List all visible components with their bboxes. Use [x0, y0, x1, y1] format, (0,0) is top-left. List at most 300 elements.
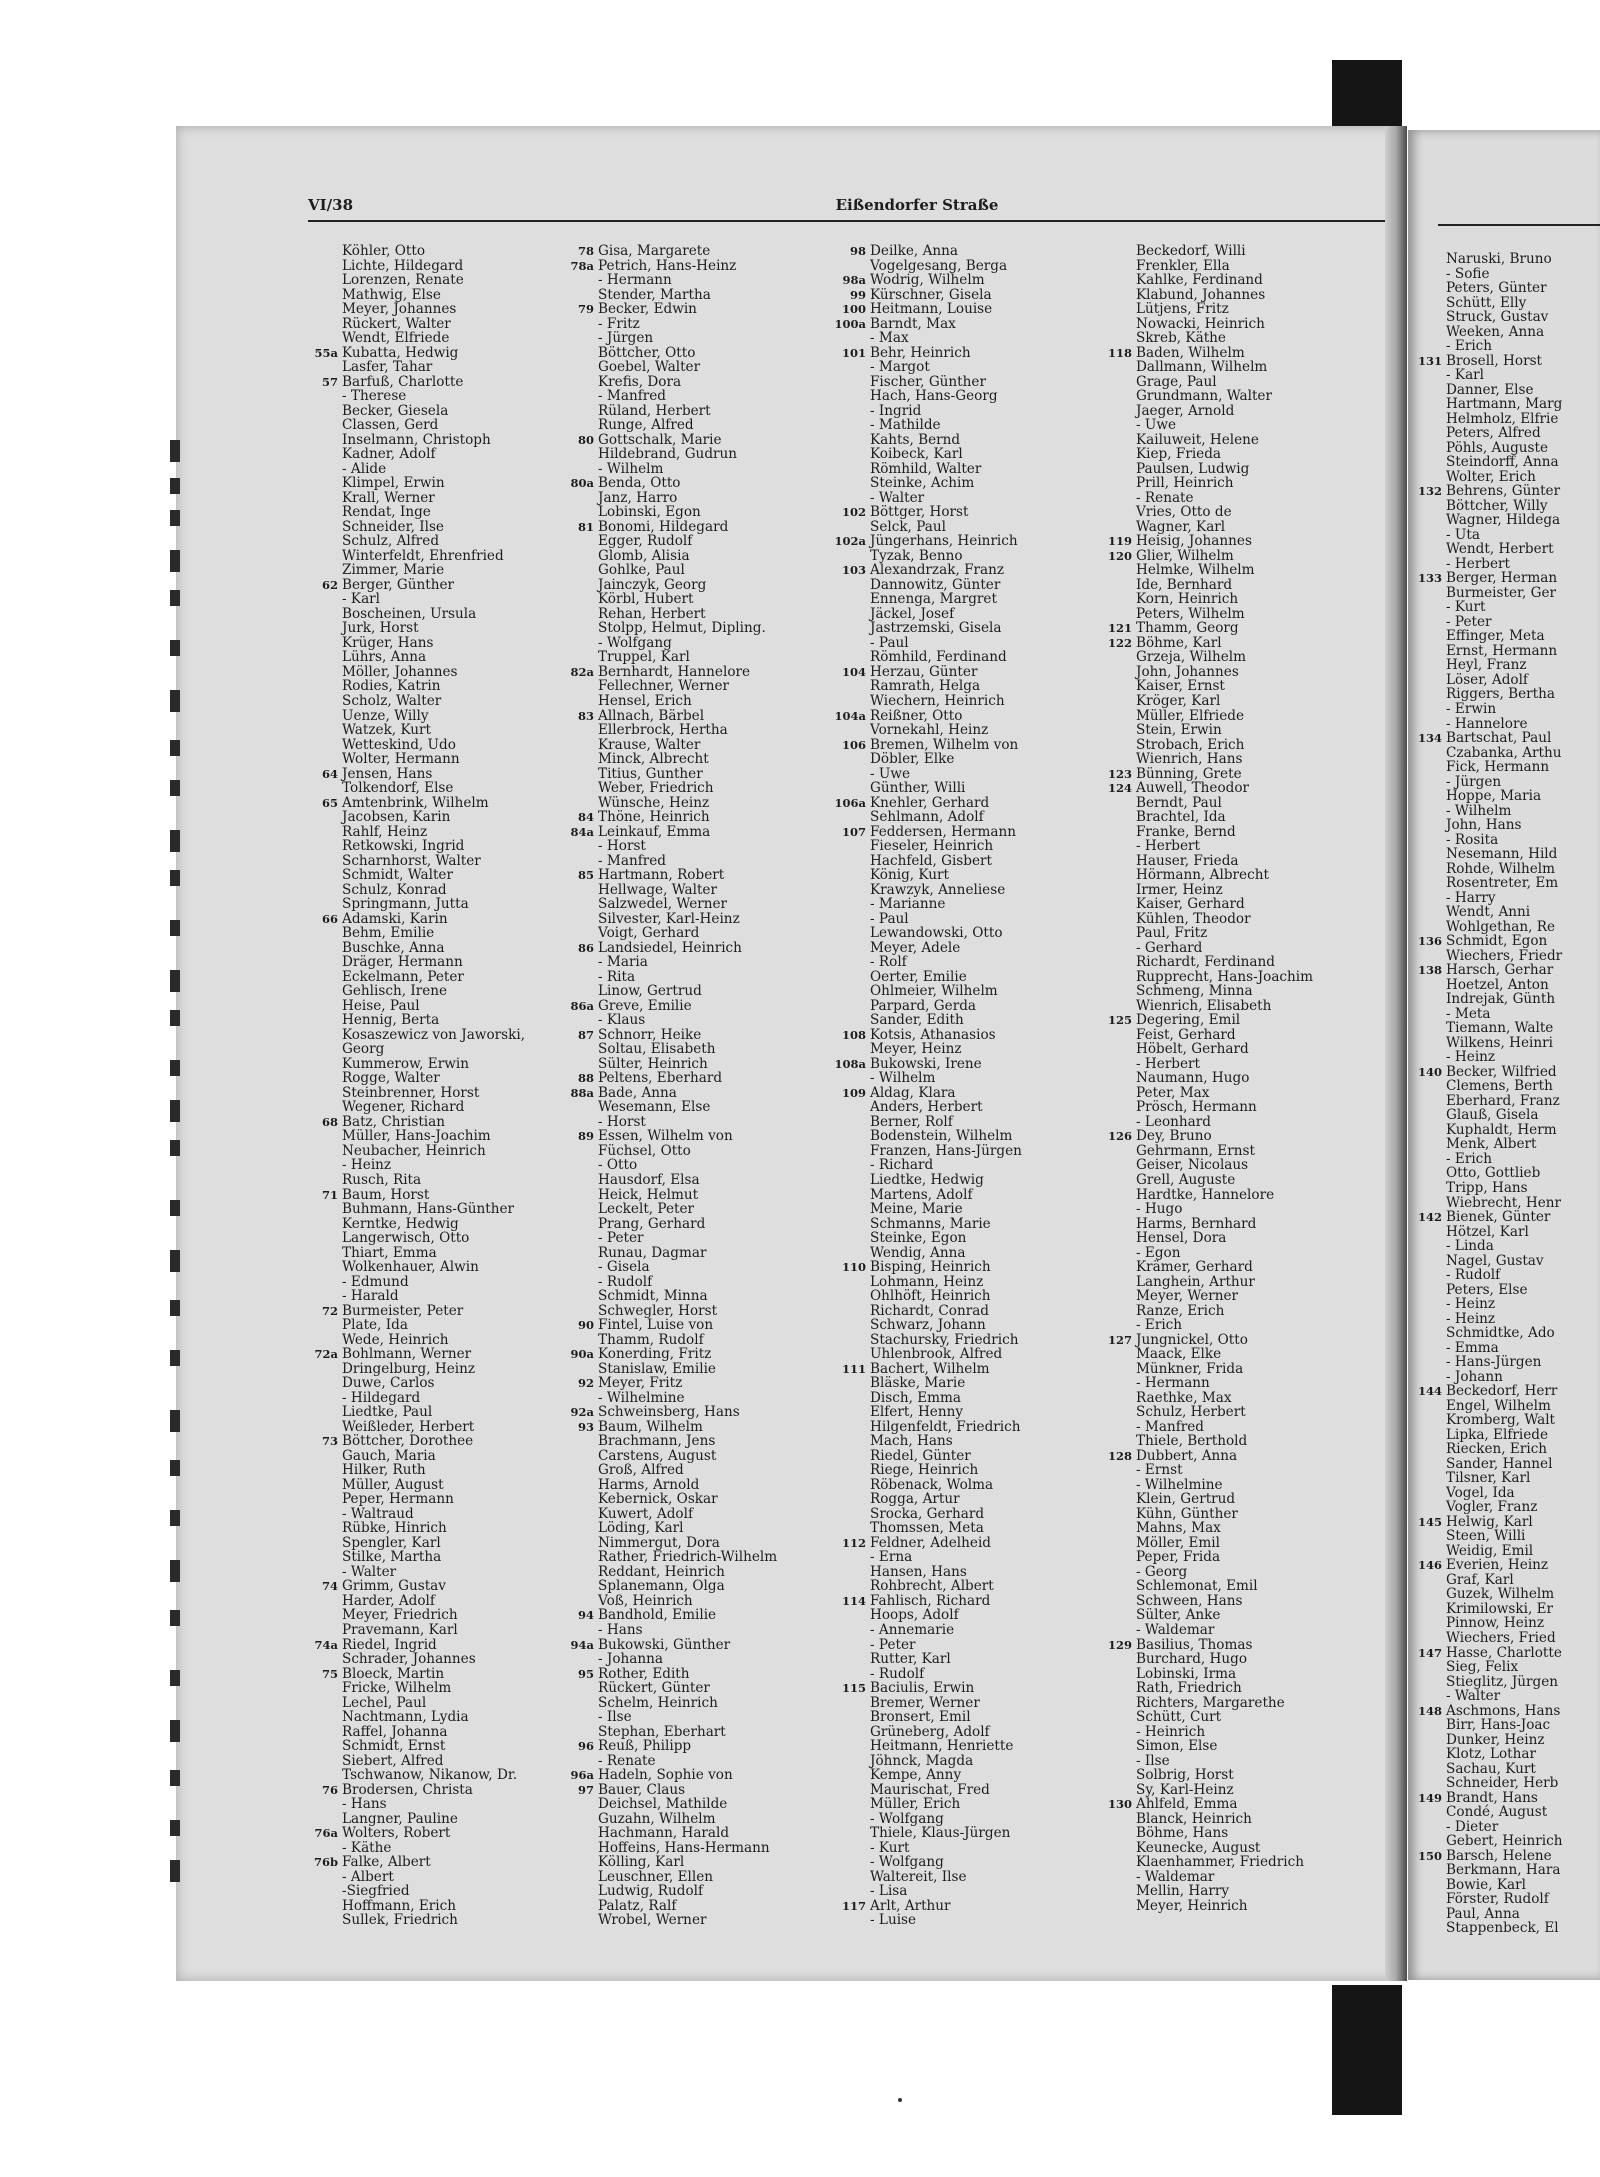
resident-name: Rutter, Karl — [870, 1651, 951, 1668]
resident-name: Becker, Wilfried — [1446, 1063, 1557, 1080]
resident-name: Peters, Günter — [1446, 280, 1547, 297]
resident-name: Becker, Edwin — [598, 301, 697, 318]
resident-name: Classen, Gerd — [342, 417, 439, 434]
resident-name: Vogel, Ida — [1446, 1484, 1515, 1501]
resident-name: Gauch, Maria — [342, 1447, 436, 1464]
resident-name: Römhild, Walter — [870, 460, 982, 477]
resident-name: Nachtmann, Lydia — [342, 1709, 469, 1726]
resident-name: Grundmann, Walter — [1136, 388, 1272, 405]
resident-name: Barndt, Max — [870, 315, 956, 332]
resident-name: Rogga, Artur — [870, 1491, 960, 1508]
resident-name: Mathwig, Else — [342, 286, 441, 303]
house-number: 124 — [1107, 781, 1132, 796]
resident-name: Pravemann, Karl — [342, 1621, 458, 1638]
resident-name: Ranze, Erich — [1136, 1302, 1225, 1319]
resident-name: - Max — [870, 330, 909, 347]
house-number: 72 — [321, 1303, 338, 1318]
resident-name: Feldner, Adelheid — [870, 1534, 991, 1551]
resident-name: - Walter — [342, 1563, 397, 1580]
house-number: 88 — [577, 1071, 594, 1086]
house-number: 133 — [1417, 571, 1442, 586]
resident-name: Ennenga, Margret — [870, 591, 997, 608]
resident-name: König, Kurt — [870, 867, 949, 884]
resident-name: Krause, Walter — [598, 736, 701, 753]
house-number: 86 — [577, 940, 594, 955]
resident-name: Brachmann, Jens — [598, 1433, 716, 1450]
resident-name: Bünning, Grete — [1136, 765, 1242, 782]
resident-name: Rahlf, Heinz — [342, 823, 428, 840]
resident-name: Peter, Max — [1136, 1084, 1210, 1101]
house-number: 65 — [321, 795, 338, 810]
house-number: 96 — [577, 1739, 594, 1754]
resident-name: - Therese — [342, 388, 407, 405]
resident-name: Böhme, Hans — [1136, 1825, 1229, 1842]
house-number: 150 — [1417, 1848, 1442, 1863]
resident-name: Kotsis, Athanasios — [870, 1026, 996, 1043]
resident-name: Geiser, Nicolaus — [1136, 1157, 1249, 1174]
resident-name: Fahlisch, Richard — [870, 1592, 991, 1609]
resident-name: Rehan, Herbert — [598, 605, 706, 622]
resident-name: Petrich, Hans-Heinz — [598, 257, 737, 274]
resident-name: Sy, Karl-Heinz — [1136, 1781, 1234, 1798]
house-number: 127 — [1107, 1332, 1132, 1347]
resident-name: Kölling, Karl — [598, 1854, 685, 1871]
resident-name: Riggers, Bertha — [1446, 686, 1556, 703]
resident-name: Dallmann, Wilhelm — [1136, 359, 1268, 376]
margin-mark — [170, 740, 180, 756]
house-number: 88a — [570, 1085, 594, 1100]
resident-name: Adamski, Karin — [342, 910, 448, 927]
resident-name: Duwe, Carlos — [342, 1375, 435, 1392]
margin-mark — [170, 1770, 180, 1786]
resident-name: Krefis, Dora — [598, 373, 682, 390]
resident-name: Graf, Karl — [1446, 1571, 1514, 1588]
house-number: 73 — [321, 1434, 338, 1449]
resident-name: Brachtel, Ida — [1136, 809, 1226, 826]
house-number: 102 — [841, 505, 866, 520]
house-number: 98 — [849, 244, 866, 258]
resident-name: Ohlhöft, Heinrich — [870, 1288, 991, 1305]
resident-name: Hilgenfeldt, Friedrich — [870, 1418, 1021, 1435]
resident-name: Kiep, Frieda — [1136, 446, 1222, 463]
resident-name: Römhild, Ferdinand — [870, 649, 1007, 666]
resident-name: Gebert, Heinrich — [1446, 1833, 1563, 1850]
resident-name: Grage, Paul — [1136, 373, 1217, 390]
house-number: 84a — [570, 824, 594, 839]
resident-name: Böttcher, Dorothee — [342, 1433, 474, 1450]
resident-name: Salzwedel, Werner — [598, 896, 728, 913]
resident-name: - Waldemar — [1136, 1621, 1215, 1638]
resident-name: - Margot — [870, 359, 930, 376]
resident-name: Gehlisch, Irene — [342, 983, 448, 1000]
resident-name: Hörmann, Albrecht — [1136, 867, 1269, 884]
resident-name: Reißner, Otto — [870, 707, 963, 724]
resident-name: Hildebrand, Gudrun — [598, 446, 738, 463]
house-number: 78 — [577, 244, 594, 258]
house-number: 134 — [1417, 731, 1442, 746]
resident-name: Rupprecht, Hans-Joachim — [1136, 968, 1314, 985]
house-number: 66 — [321, 911, 338, 926]
resident-name: Feist, Gerhard — [1136, 1026, 1236, 1043]
resident-name: Frenkler, Ella — [1136, 257, 1230, 274]
house-number: 108a — [834, 1056, 866, 1071]
resident-name: Wienrich, Elisabeth — [1136, 997, 1272, 1014]
resident-name: Riedel, Günter — [870, 1447, 971, 1464]
house-number: 122 — [1107, 635, 1132, 650]
resident-name: Glomb, Alisia — [598, 547, 690, 564]
resident-name: Hoffeins, Hans-Hermann — [598, 1839, 770, 1856]
house-number: 96a — [570, 1768, 594, 1783]
resident-name: - Wilhelmine — [1136, 1476, 1223, 1493]
resident-name: Richardt, Ferdinand — [1136, 954, 1275, 971]
resident-name: Falke, Albert — [342, 1854, 431, 1871]
resident-name: - Horst — [598, 1113, 646, 1130]
resident-name: - Erna — [870, 1549, 913, 1566]
margin-mark — [170, 1610, 180, 1626]
resident-name: Palatz, Ralf — [598, 1897, 677, 1914]
resident-name: - Wilhelmine — [598, 1389, 685, 1406]
margin-mark — [170, 640, 180, 656]
resident-name: - Ilse — [598, 1709, 632, 1726]
resident-name: Bremer, Werner — [870, 1694, 980, 1711]
resident-name: Müller, Erich — [870, 1796, 961, 1813]
margin-mark — [170, 870, 180, 886]
resident-name: - Herbert — [1136, 838, 1201, 855]
resident-name: - Hermann — [598, 272, 672, 289]
resident-name: Hoetzel, Anton — [1446, 976, 1549, 993]
resident-name: Rohde, Wilhelm — [1446, 860, 1556, 877]
house-number: 128 — [1107, 1448, 1132, 1463]
resident-name: Tiemann, Walte — [1446, 1020, 1554, 1037]
resident-name: Kosaszewicz von Jaworski, — [342, 1026, 526, 1043]
resident-name: Berger, Herman — [1446, 570, 1558, 587]
resident-name: - Ilse — [1136, 1752, 1170, 1769]
resident-name: Harder, Adolf — [342, 1592, 435, 1609]
resident-name: - Uwe — [870, 765, 911, 782]
resident-name: Stilke, Martha — [342, 1549, 442, 1566]
resident-name: Lobinski, Egon — [598, 504, 701, 521]
resident-name: Wesemann, Else — [598, 1099, 711, 1116]
resident-name: - Waltraud — [342, 1505, 414, 1522]
resident-name: - Hans-Jürgen — [1446, 1354, 1542, 1371]
resident-name: Burmeister, Peter — [342, 1302, 464, 1319]
resident-name: Uenze, Willy — [342, 707, 429, 724]
resident-name: Rath, Friedrich — [1136, 1680, 1242, 1697]
resident-name: Körbl, Hubert — [598, 591, 694, 608]
resident-name: Schütt, Curt — [1136, 1709, 1222, 1726]
resident-name: - Hildegard — [342, 1389, 421, 1406]
resident-name: Lipka, Elfriede — [1446, 1426, 1548, 1443]
resident-name: Langerwisch, Otto — [342, 1230, 470, 1247]
resident-name: Wagner, Hildega — [1446, 512, 1561, 529]
resident-name: Krimilowski, Er — [1446, 1600, 1554, 1617]
resident-name: Retkowski, Ingrid — [342, 838, 465, 855]
resident-name: - Marianne — [870, 896, 946, 913]
resident-name: Thamm, Georg — [1136, 620, 1239, 637]
house-number: 107 — [841, 824, 866, 839]
resident-name: Rückert, Günter — [598, 1680, 710, 1697]
resident-name: Schulz, Alfred — [342, 533, 440, 550]
house-number: 126 — [1107, 1129, 1132, 1144]
resident-name: Lasfer, Tahar — [342, 359, 433, 376]
house-number: 104 — [841, 664, 866, 679]
resident-name: Pöhls, Auguste — [1446, 439, 1549, 456]
house-number: 140 — [1417, 1064, 1442, 1079]
resident-name: Wiechern, Heinrich — [870, 692, 1005, 709]
resident-name: Fischer, Günther — [870, 373, 986, 390]
resident-name: Döbler, Elke — [870, 751, 955, 768]
resident-name: Bartschat, Paul — [1446, 730, 1552, 747]
resident-name: - Horst — [598, 838, 646, 855]
binding-shadow-bottom — [1332, 1985, 1402, 2115]
resident-name: Klaenhammer, Friedrich — [1136, 1854, 1304, 1871]
resident-name: - Heinz — [342, 1157, 392, 1174]
resident-name: - Fritz — [598, 315, 640, 332]
resident-name: Kuwert, Adolf — [598, 1505, 693, 1522]
resident-name: Schmeng, Minna — [1136, 983, 1253, 1000]
house-number: 78a — [570, 258, 594, 273]
resident-name: - Käthe — [342, 1839, 392, 1856]
margin-mark — [170, 550, 180, 572]
resident-name: Jöhnck, Magda — [870, 1752, 974, 1769]
resident-name: Schnorr, Heike — [598, 1026, 702, 1043]
house-number: 64 — [321, 766, 338, 781]
resident-name: Schmidt, Egon — [1446, 933, 1548, 950]
house-number: 132 — [1417, 484, 1442, 499]
house-number: 106a — [834, 795, 866, 810]
resident-name: Voigt, Gerhard — [598, 925, 700, 942]
resident-name: Konerding, Fritz — [598, 1346, 712, 1363]
resident-name: Mahns, Max — [1136, 1520, 1221, 1537]
resident-name: Brandt, Hans — [1446, 1789, 1538, 1806]
resident-name: - Erich — [1446, 1150, 1493, 1167]
house-number: 129 — [1107, 1637, 1132, 1652]
resident-name: Steinke, Achim — [870, 475, 975, 492]
resident-name: - Lisa — [870, 1883, 908, 1900]
resident-name: - Paul — [870, 634, 909, 651]
resident-name: Schwarz, Johann — [870, 1317, 986, 1334]
resident-name: Kromberg, Walt — [1446, 1412, 1556, 1429]
resident-name: - Karl — [342, 591, 381, 608]
resident-name: - Heinz — [1446, 1296, 1496, 1313]
resident-name: Jaeger, Arnold — [1136, 402, 1235, 419]
resident-name: Allnach, Bärbel — [598, 707, 705, 724]
resident-name: - Alide — [342, 460, 387, 477]
resident-name: Langner, Pauline — [342, 1810, 458, 1827]
resident-name: - Erwin — [1446, 700, 1497, 717]
resident-name: Paul, Anna — [1446, 1905, 1520, 1922]
resident-name: Bläske, Marie — [870, 1375, 966, 1392]
resident-name: Barsch, Helene — [1446, 1847, 1552, 1864]
house-number: 112 — [841, 1535, 866, 1550]
resident-name: Meyer, Adele — [870, 939, 961, 956]
resident-name: Rohbrecht, Albert — [870, 1578, 994, 1595]
resident-name: - Dieter — [1446, 1818, 1499, 1835]
resident-name: Helmke, Wilhelm — [1136, 562, 1255, 579]
resident-name: Bisping, Heinrich — [870, 1259, 991, 1276]
resident-name: Thamm, Rudolf — [598, 1331, 704, 1348]
resident-name: - Heinrich — [1136, 1723, 1206, 1740]
resident-name: Schwegler, Horst — [598, 1302, 718, 1319]
house-number: 84 — [577, 810, 594, 825]
resident-name: Hauser, Frieda — [1136, 852, 1239, 869]
resident-name: Voß, Heinrich — [598, 1592, 693, 1609]
resident-name: Wrobel, Werner — [598, 1912, 707, 1929]
house-number: 62 — [321, 577, 338, 592]
resident-name: Wolters, Robert — [342, 1825, 451, 1842]
house-number: 110 — [841, 1260, 866, 1275]
resident-name: - Rudolf — [598, 1273, 653, 1290]
resident-name: Feddersen, Hermann — [870, 823, 1016, 840]
house-number: 80 — [577, 432, 594, 447]
resident-name: Oerter, Emilie — [870, 968, 967, 985]
resident-name: Böttcher, Willy — [1446, 497, 1548, 514]
resident-name: Batz, Christian — [342, 1113, 446, 1130]
resident-name: Meyer, Johannes — [342, 301, 457, 318]
resident-name: Winterfeldt, Ehrenfried — [342, 547, 504, 564]
resident-name: Berger, Günther — [342, 576, 455, 593]
resident-name: Nesemann, Hild — [1446, 846, 1558, 863]
resident-name: Bukowski, Günther — [598, 1636, 731, 1653]
house-number: 87 — [577, 1027, 594, 1042]
resident-name: Wiechers, Fried — [1446, 1629, 1556, 1646]
resident-name: Rendat, Inge — [342, 504, 431, 521]
margin-mark — [170, 1060, 180, 1076]
resident-name: Groß, Alfred — [598, 1462, 684, 1479]
resident-name: Kempe, Anny — [870, 1767, 962, 1784]
resident-name: Weißleder, Herbert — [342, 1418, 475, 1435]
margin-mark — [170, 590, 180, 606]
resident-name: Riege, Heinrich — [870, 1462, 979, 1479]
house-number: 148 — [1417, 1703, 1442, 1718]
resident-name: Runge, Alfred — [598, 417, 694, 434]
resident-name: John, Johannes — [1136, 663, 1239, 680]
resident-name: - Harald — [342, 1288, 399, 1305]
resident-name: Lewandowski, Otto — [870, 925, 1003, 942]
resident-name: - Mathilde — [870, 417, 941, 434]
resident-name: Beckedorf, Herr — [1446, 1383, 1558, 1400]
resident-name: Schmanns, Marie — [870, 1215, 991, 1232]
house-number: 136 — [1417, 934, 1442, 949]
resident-name: Wendt, Elfriede — [342, 330, 450, 347]
resident-name: - Johanna — [598, 1651, 664, 1668]
resident-name: Lorenzen, Renate — [342, 272, 464, 289]
resident-name: Müller, Hans-Joachim — [342, 1128, 491, 1145]
house-number: 92a — [570, 1405, 594, 1420]
resident-name: Hoffmann, Erich — [342, 1897, 456, 1914]
resident-name: Bukowski, Irene — [870, 1055, 982, 1072]
resident-name: Blanck, Heinrich — [1136, 1810, 1252, 1827]
resident-name: Weidig, Emil — [1446, 1542, 1534, 1559]
resident-name: - Wilhelm — [598, 460, 664, 477]
house-number: 68 — [321, 1114, 338, 1129]
margin-mark — [170, 690, 180, 712]
resident-name: Prill, Heinrich — [1136, 475, 1234, 492]
resident-name: - Manfred — [1136, 1418, 1204, 1435]
resident-name: Jungnickel, Otto — [1136, 1331, 1248, 1348]
resident-name: Solbrig, Horst — [1136, 1767, 1234, 1784]
resident-name: Minck, Albrecht — [598, 751, 709, 768]
resident-name: Schneider, Ilse — [342, 518, 444, 535]
resident-name: - Heinz — [1446, 1310, 1496, 1327]
resident-name: Menk, Albert — [1446, 1136, 1537, 1153]
resident-name: Runau, Dagmar — [598, 1244, 707, 1261]
resident-name: Struck, Gustav — [1446, 309, 1549, 326]
resident-name: Kahts, Bernd — [870, 431, 961, 448]
resident-name: - Hans — [342, 1796, 387, 1813]
resident-name: Dubbert, Anna — [1136, 1447, 1238, 1464]
house-number: 55a — [314, 345, 338, 360]
resident-name: Tilsner, Karl — [1446, 1470, 1531, 1487]
margin-mark — [170, 1010, 180, 1026]
resident-name: Raethke, Max — [1136, 1389, 1232, 1406]
resident-name: Brodersen, Christa — [342, 1781, 473, 1798]
resident-name: Paulsen, Ludwig — [1136, 460, 1250, 477]
margin-mark — [170, 830, 180, 852]
resident-name: Bowie, Karl — [1446, 1876, 1526, 1893]
resident-name: - Walter — [1446, 1688, 1501, 1705]
resident-name: - Gisela — [598, 1259, 650, 1276]
resident-name: Schrader, Johannes — [342, 1651, 476, 1668]
resident-name: Truppel, Karl — [598, 649, 690, 666]
resident-name: Meyer, Werner — [1136, 1288, 1239, 1305]
resident-name: Sander, Edith — [870, 1012, 964, 1029]
house-number: 83 — [577, 708, 594, 723]
resident-name: Janz, Harro — [598, 489, 678, 506]
resident-name: Simon, Else — [1136, 1738, 1218, 1755]
resident-name: Bauer, Claus — [598, 1781, 686, 1798]
resident-name: Elfert, Henny — [870, 1404, 964, 1421]
house-number: 90 — [577, 1318, 594, 1333]
house-number: 57 — [321, 374, 338, 389]
resident-name: Berner, Rolf — [870, 1113, 953, 1130]
resident-name: Möller, Johannes — [342, 663, 458, 680]
resident-name: Lührs, Anna — [342, 649, 427, 666]
resident-name: Lohmann, Heinz — [870, 1273, 984, 1290]
resident-name: Rosentreter, Em — [1446, 875, 1559, 892]
resident-name: Richters, Margarethe — [1136, 1694, 1285, 1711]
resident-name: Thöne, Heinrich — [598, 809, 710, 826]
resident-name: Stein, Erwin — [1136, 722, 1222, 739]
resident-name: Heitmann, Henriette — [870, 1738, 1014, 1755]
resident-name: Sülter, Heinrich — [598, 1055, 708, 1072]
resident-name: Hartmann, Robert — [598, 867, 725, 884]
resident-name: Buschke, Anna — [342, 939, 445, 956]
margin-mark — [170, 780, 180, 796]
resident-name: Peters, Else — [1446, 1281, 1528, 1298]
resident-name: Hensel, Erich — [598, 692, 692, 709]
resident-name: Koibeck, Karl — [870, 446, 963, 463]
resident-name: Rogge, Walter — [342, 1070, 440, 1087]
resident-name: Greve, Emilie — [598, 997, 692, 1014]
resident-name: Klotz, Lothar — [1446, 1746, 1536, 1763]
resident-name: Uhlenbrook, Alfred — [870, 1346, 1003, 1363]
resident-name: - Hugo — [1136, 1201, 1183, 1218]
margin-mark — [170, 1460, 180, 1476]
resident-name: Dunker, Heinz — [1446, 1731, 1545, 1748]
resident-name: Gisa, Margarete — [598, 243, 711, 259]
resident-name: Wolkenhauer, Alwin — [342, 1259, 479, 1276]
page-header — [308, 196, 1402, 222]
resident-name: Glier, Wilhelm — [1136, 547, 1234, 564]
resident-name: Meyer, Heinrich — [1136, 1897, 1248, 1914]
resident-name: Hilker, Ruth — [342, 1462, 426, 1479]
resident-name: Tripp, Hans — [1446, 1180, 1528, 1196]
resident-name: Franke, Bernd — [1136, 823, 1236, 840]
resident-name: Bronsert, Emil — [870, 1709, 971, 1726]
resident-name: - Kurt — [1446, 599, 1486, 616]
house-number: 109 — [841, 1085, 866, 1100]
